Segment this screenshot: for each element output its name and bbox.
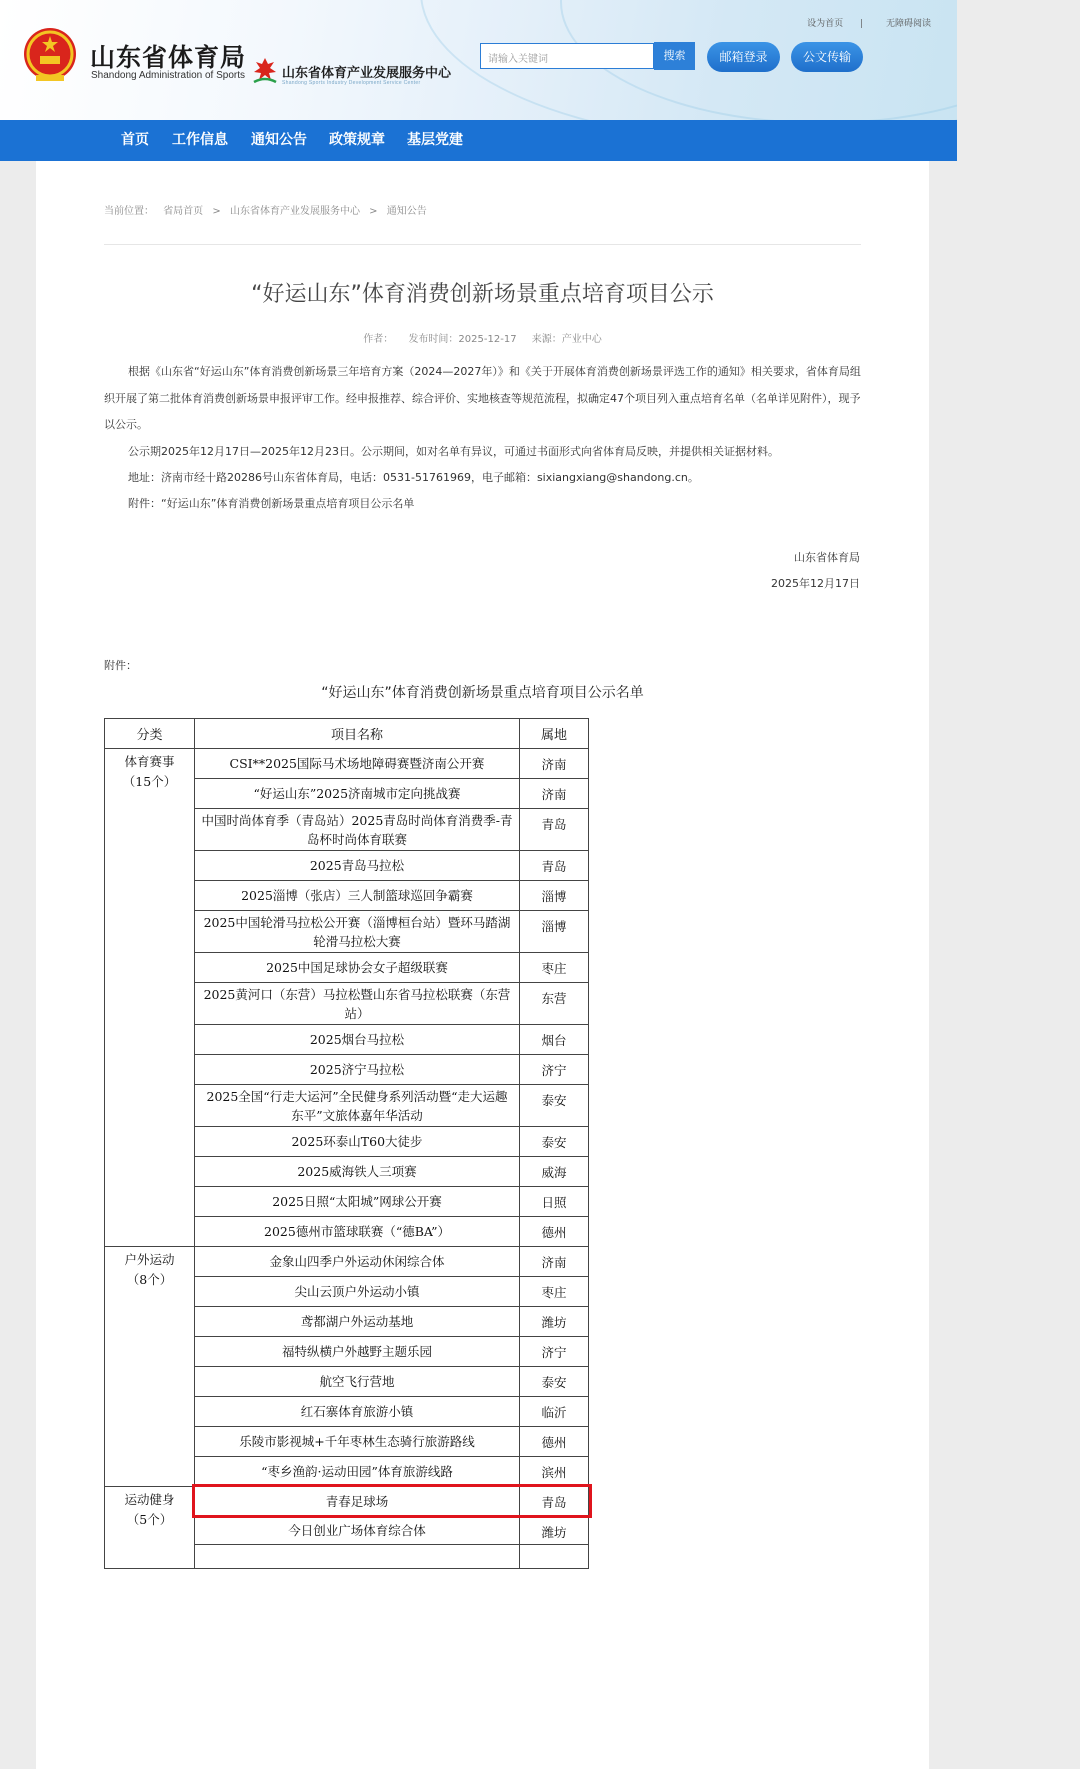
location-cell: 青岛 [520,1487,589,1517]
breadcrumb-notices[interactable]: 通知公告 [386,206,427,217]
location-cell: 青岛 [520,809,589,851]
project-name-cell: 尖山云顶户外运动小镇 [195,1277,520,1307]
set-homepage-link[interactable]: 设为首页 [807,19,844,29]
column-header-location: 属地 [520,719,589,749]
site-title[interactable]: 山东省体育局 [90,43,247,72]
location-cell: 枣庄 [520,1277,589,1307]
location-cell: 济南 [520,1247,589,1277]
table-row [105,749,589,779]
category-count: （8个） [126,1272,173,1287]
source-label: 来源：产业中心 [531,334,602,345]
category-cell [105,749,195,1247]
location-cell: 烟台 [520,1025,589,1055]
location-cell: 济南 [520,779,589,809]
breadcrumb-separator: > [212,206,221,217]
project-name-cell: 2025中国轮滑马拉松公开赛（淄博桓台站）暨环马踏湖轮滑马拉松大赛 [195,911,520,953]
project-name-cell: CSI**2025国际马术场地障碍赛暨济南公开赛 [195,749,520,779]
top-links [801,16,931,29]
location-cell: 淄博 [520,911,589,953]
project-name-cell [195,1545,520,1569]
article-paragraph: 公示期2025年12月17日—2025年12月23日。公示期间，如对名单有异议，可通过书面形式向省体育局反映，并提供相关证据材料。 [128,445,779,458]
attachment-link[interactable]: 附件：“好运山东”体育消费创新场景重点培育项目公示名单 [128,497,415,510]
location-cell: 潍坊 [520,1307,589,1337]
location-cell: 滨州 [520,1457,589,1487]
category-name: 运动健身 [124,1492,175,1507]
nav-item-work-info[interactable]: 工作信息 [172,132,228,148]
project-name-cell: 2025淄博（张店）三人制篮球巡回争霸赛 [195,881,520,911]
article-card [36,161,929,1769]
project-name-cell: “枣乡渔韵·运动田园”体育旅游线路 [195,1457,520,1487]
highlight-box [192,1484,592,1518]
project-name-cell: 2025济宁马拉松 [195,1055,520,1085]
project-name-cell: 福特纵横户外越野主题乐园 [195,1337,520,1367]
table-body [105,749,589,1569]
project-name-cell: 红石寨体育旅游小镇 [195,1397,520,1427]
breadcrumb-separator: > [369,206,378,217]
article-meta [36,330,929,345]
category-cell [105,1487,195,1569]
category-count: （15个） [122,774,177,789]
main-nav [0,120,957,161]
project-name-cell: 航空飞行营地 [195,1367,520,1397]
breadcrumb [104,202,433,217]
publish-date: 发布时间：2025-12-17 [408,334,517,345]
project-name-cell: 鸢都湖户外运动基地 [195,1307,520,1337]
accessibility-link[interactable]: 无障碍阅读 [885,19,931,29]
location-cell: 枣庄 [520,953,589,983]
project-name-cell: 2025黄河口（东营）马拉松暨山东省马拉松联赛（东营站） [195,983,520,1025]
location-cell: 淄博 [520,881,589,911]
location-cell: 东营 [520,983,589,1025]
top-links-divider: | [860,19,864,29]
project-name-cell: 2025环泰山T60大徒步 [195,1127,520,1157]
project-name-cell: 乐陵市影视城+千年枣林生态骑行旅游路线 [195,1427,520,1457]
table-row [105,1247,589,1277]
project-table [104,718,589,1569]
service-center-logo-icon [252,56,278,86]
project-name-cell: 2025威海铁人三项赛 [195,1157,520,1187]
breadcrumb-home[interactable]: 省局首页 [163,206,204,217]
project-name-cell: 2025中国足球协会女子超级联赛 [195,953,520,983]
sign-date: 2025年12月17日 [771,577,860,590]
location-cell: 泰安 [520,1085,589,1127]
search-input[interactable]: 请输入关键词 [480,43,654,69]
article-paragraph: 地址：济南市经十路20286号山东省体育局，电话：0531-51761969，电子邮箱：sixiangxiang@shandong.cn。 [128,471,699,484]
category-count: （5个） [126,1512,173,1527]
project-name-cell: 2025全国“行走大运河”全民健身系列活动暨“走大运趣东平”文旅体嘉年华活动 [195,1085,520,1127]
location-cell: 济南 [520,749,589,779]
national-emblem-icon [22,26,78,86]
divider [104,244,861,245]
location-cell: 泰安 [520,1127,589,1157]
breadcrumb-center[interactable]: 山东省体育产业发展服务中心 [229,206,360,217]
service-center-name[interactable]: 山东省体育产业发展服务中心 [282,66,452,81]
project-name-cell: “好运山东”2025济南城市定向挑战赛 [195,779,520,809]
column-header-project: 项目名称 [195,719,520,749]
project-name-cell: 2025日照“太阳城”网球公开赛 [195,1187,520,1217]
location-cell: 青岛 [520,851,589,881]
nav-item-notices[interactable]: 通知公告 [251,132,307,148]
mail-login-button[interactable]: 邮箱登录 [707,42,780,72]
category-name: 户外运动 [124,1252,175,1267]
location-cell: 日照 [520,1187,589,1217]
attachment-label: 附件： [104,659,137,672]
location-cell: 德州 [520,1427,589,1457]
location-cell: 威海 [520,1157,589,1187]
document-transfer-button[interactable]: 公文传输 [791,42,863,72]
project-name-cell: 2025青岛马拉松 [195,851,520,881]
project-name-cell: 中国时尚体育季（青岛站）2025青岛时尚体育消费季-青岛杯时尚体育联赛 [195,809,520,851]
location-cell: 泰安 [520,1367,589,1397]
nav-item-home[interactable]: 首页 [121,132,149,148]
location-cell [520,1545,589,1569]
table-header-row [105,719,589,749]
breadcrumb-label: 当前位置： [104,206,154,217]
signer: 山东省体育局 [794,551,860,564]
column-header-category: 分类 [105,719,195,749]
project-name-cell: 金象山四季户外运动休闲综合体 [195,1247,520,1277]
site-header [0,0,957,120]
list-title: “好运山东”体育消费创新场景重点培育项目公示名单 [321,685,644,701]
article-paragraph: 根据《山东省“好运山东”体育消费创新场景三年培育方案（2024—2027年）》和《关于开展体育消费创新场景评选工作的通知》相关要求，省体育局组织开展了第二批体育消费创新场景申报评审工作。经申报推荐、综合评价、实地核查等规范流程，拟确定47个项目列入重点培育名单（名单详见附件），现予以公示。 [104,365,861,431]
project-name-cell: 今日创业广场体育综合体 [195,1517,520,1545]
location-cell: 临沂 [520,1397,589,1427]
project-name-cell: 2025德州市篮球联赛（“德BA”） [195,1217,520,1247]
project-name-cell: 青春足球场 [195,1487,520,1517]
project-name-cell: 2025烟台马拉松 [195,1025,520,1055]
article-title: “好运山东”体育消费创新场景重点培育项目公示 [251,282,714,307]
category-cell [105,1247,195,1487]
nav-item-policies[interactable]: 政策规章 [329,132,385,148]
search-button[interactable]: 搜索 [654,42,695,70]
nav-item-party-building[interactable]: 基层党建 [407,132,463,148]
site-subtitle: Shandong Administration of Sports [91,70,245,81]
service-center-english-name: Shandong Sports Industry Development Service Center [282,80,421,86]
location-cell: 德州 [520,1217,589,1247]
location-cell: 济宁 [520,1055,589,1085]
author-label: 作者： [363,334,394,345]
location-cell: 潍坊 [520,1517,589,1545]
category-name: 体育赛事 [124,754,175,769]
location-cell: 济宁 [520,1337,589,1367]
